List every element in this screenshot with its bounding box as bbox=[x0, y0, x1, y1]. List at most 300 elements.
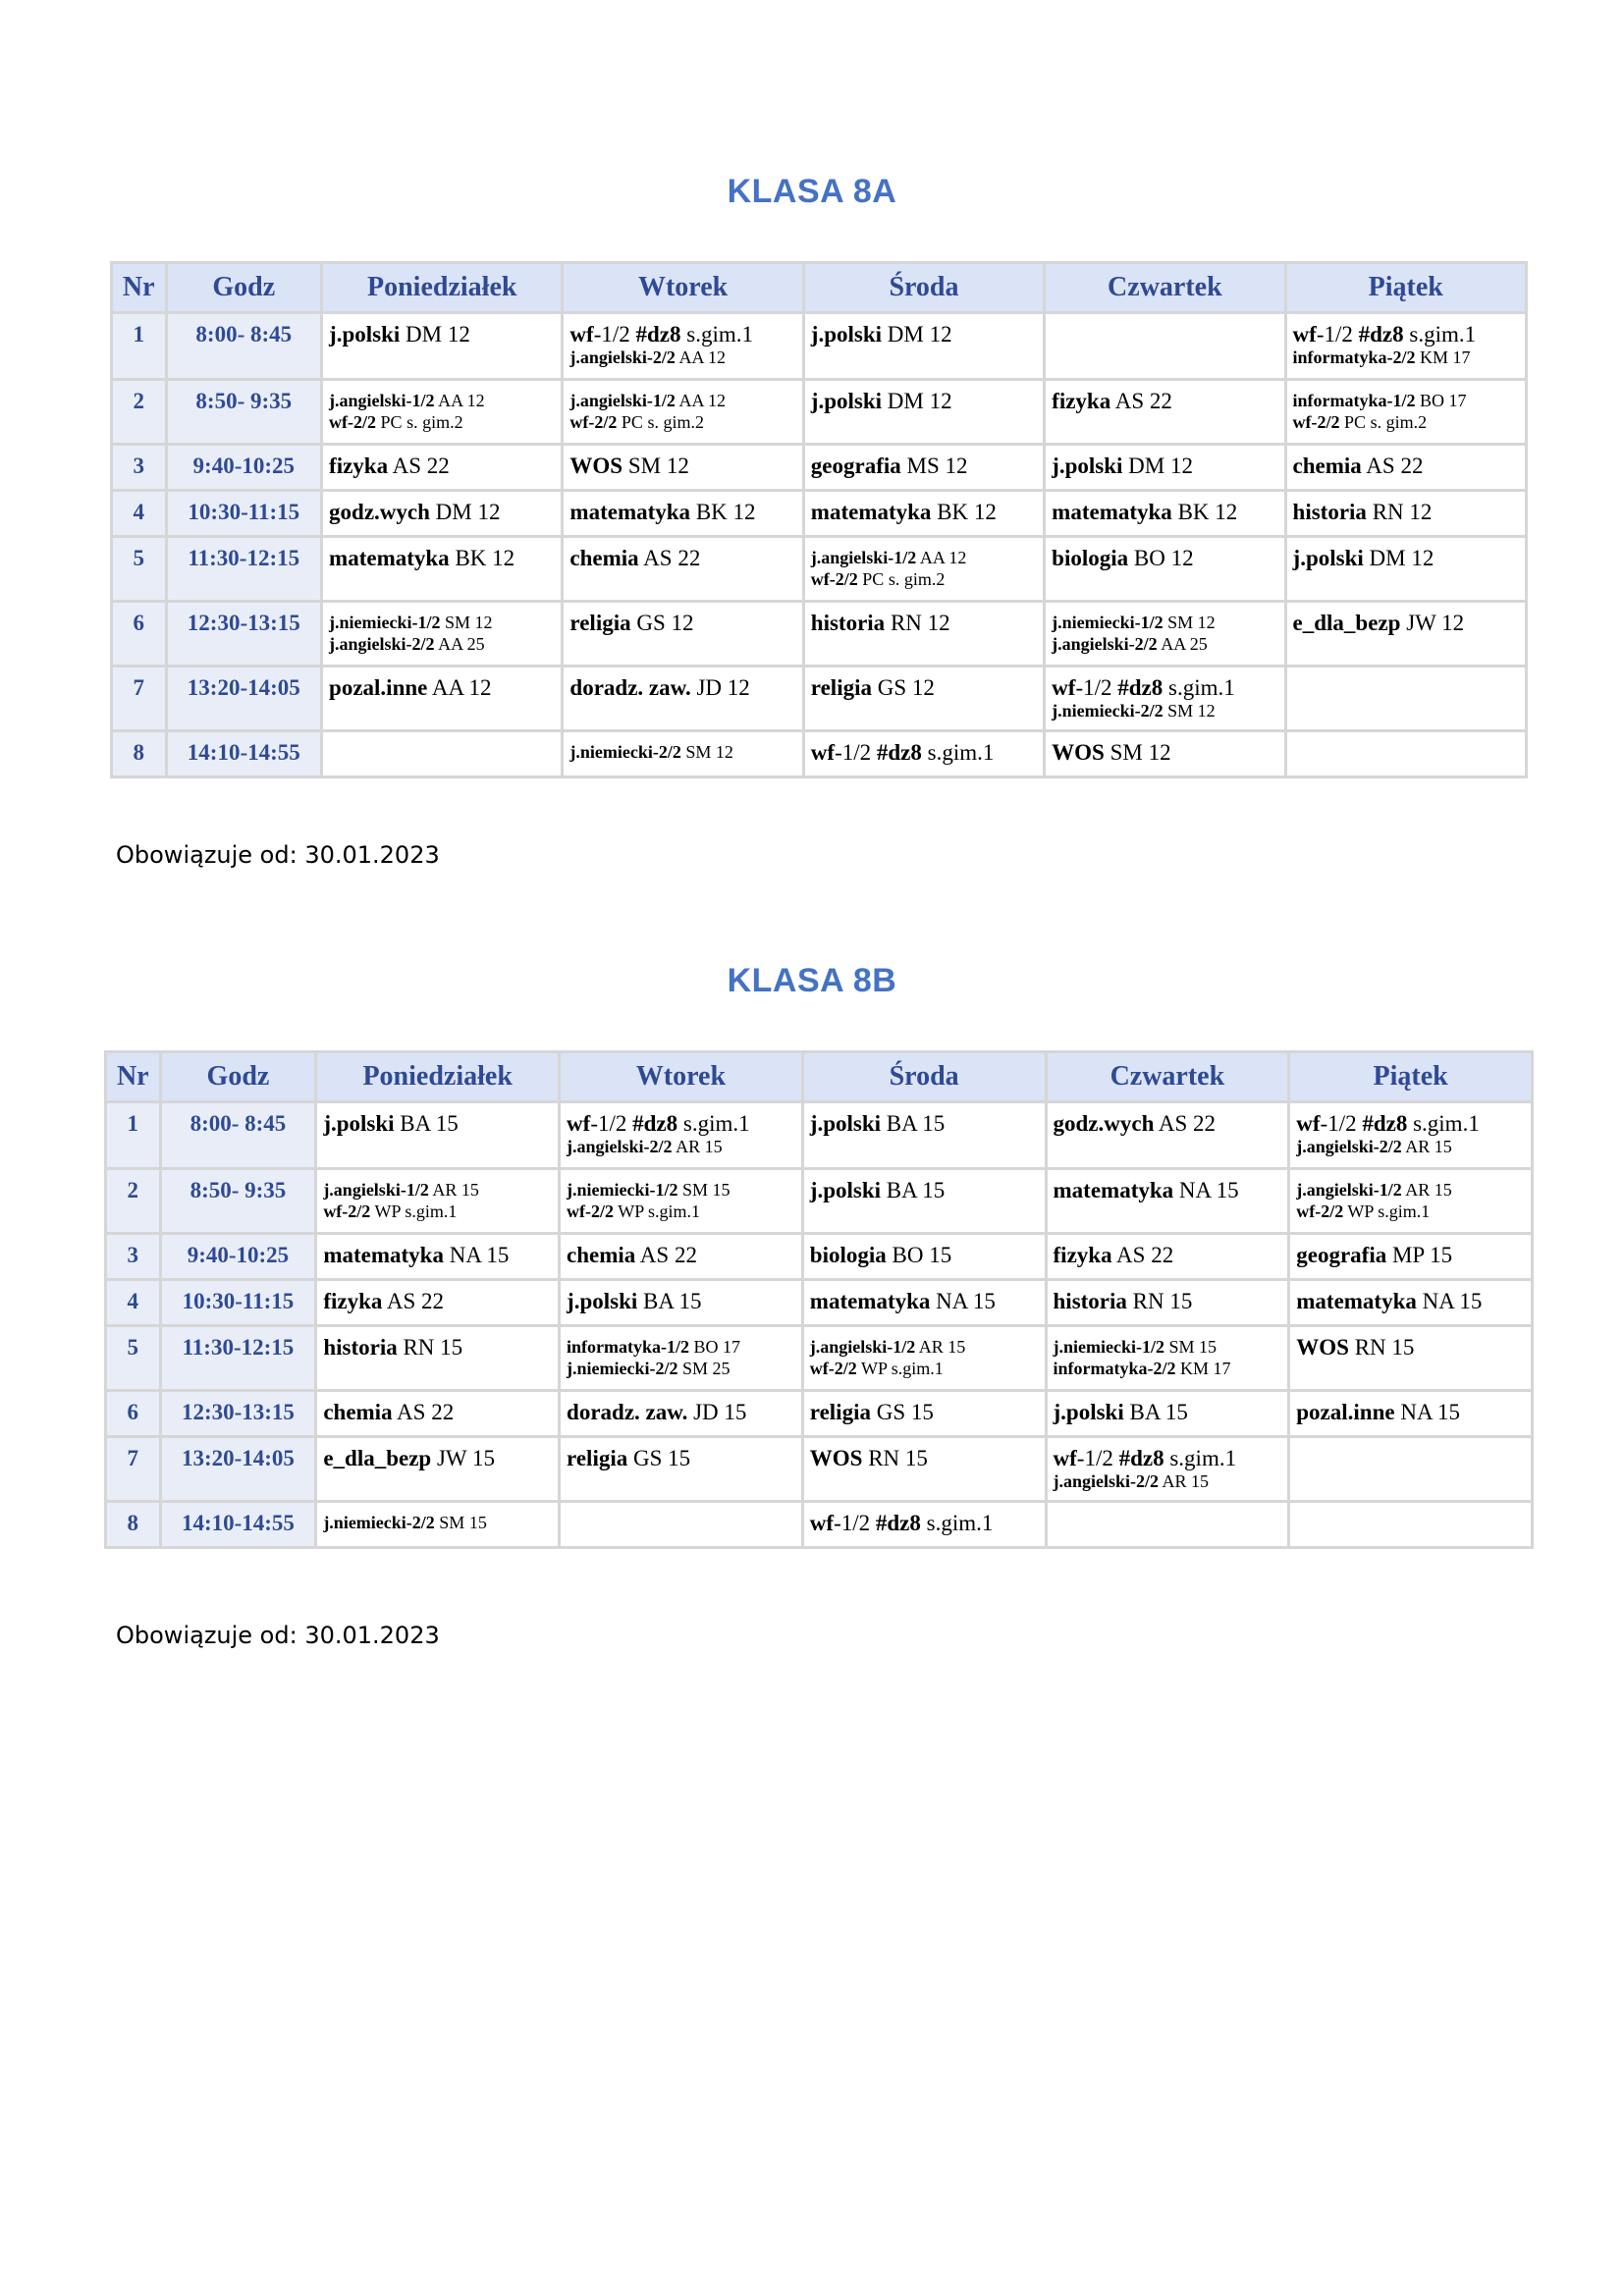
lesson-cell-tuesday bbox=[561, 1103, 801, 1167]
lesson-entry bbox=[1054, 1358, 1282, 1379]
subject-name: wf bbox=[809, 1511, 835, 1535]
teacher-room: DM 12 bbox=[882, 322, 952, 347]
teacher-room: AS 22 bbox=[1154, 1111, 1217, 1136]
teacher-room: AA 25 bbox=[1157, 634, 1208, 654]
lesson-cell-friday bbox=[1290, 1235, 1531, 1278]
teacher-room: SM 15 bbox=[434, 1513, 487, 1532]
lesson-entry bbox=[329, 501, 555, 524]
lesson-entry bbox=[567, 1401, 795, 1424]
table-row bbox=[113, 314, 1525, 378]
lesson-entry bbox=[569, 547, 795, 570]
table-row bbox=[113, 381, 1525, 443]
lesson-number: 6 bbox=[107, 1392, 159, 1435]
lesson-cell-friday bbox=[1290, 1281, 1531, 1324]
lesson-cell-tuesday bbox=[561, 1438, 801, 1500]
lesson-entry bbox=[1296, 1244, 1525, 1267]
teacher-room: PC s. gim.2 bbox=[857, 569, 946, 589]
header-wednesday: Środa bbox=[804, 1053, 1045, 1100]
lesson-cell-monday bbox=[317, 1170, 558, 1232]
lesson-cell-wednesday bbox=[804, 1235, 1045, 1278]
lesson-entry bbox=[1052, 633, 1277, 655]
header-row bbox=[113, 264, 1525, 311]
teacher-room: DM 12 bbox=[1363, 546, 1435, 570]
lesson-number: 3 bbox=[107, 1235, 159, 1278]
teacher-room: AS 22 bbox=[638, 546, 701, 570]
lesson-entry bbox=[323, 1179, 552, 1201]
teacher-room: AS 22 bbox=[1110, 389, 1172, 413]
teacher-room: WP s.gim.1 bbox=[856, 1359, 944, 1378]
subject-name: matematyka bbox=[810, 500, 932, 524]
lesson-entry bbox=[569, 676, 795, 700]
subject-name: informatyka-2/2 bbox=[1292, 347, 1416, 367]
lesson-entry bbox=[567, 1136, 795, 1157]
lesson-cell-friday bbox=[1290, 1327, 1531, 1389]
lesson-number: 8 bbox=[113, 732, 165, 775]
lesson-cell-monday bbox=[323, 492, 561, 535]
lesson-entry bbox=[811, 454, 1037, 478]
subject-name: doradz. zaw. bbox=[567, 1400, 688, 1424]
table-row bbox=[107, 1392, 1531, 1435]
teacher-room: AS 22 bbox=[1361, 454, 1424, 478]
lesson-cell-wednesday bbox=[805, 381, 1043, 443]
lesson-entry bbox=[811, 323, 1037, 347]
lesson-entry bbox=[1052, 612, 1277, 633]
teacher-room: SM 12 bbox=[1163, 701, 1216, 721]
header-thursday: Czwartek bbox=[1048, 1053, 1288, 1100]
subject-name: j.angielski-1/2 bbox=[809, 1337, 916, 1357]
lesson-entry bbox=[1296, 1401, 1525, 1424]
lesson-entry bbox=[1293, 612, 1519, 635]
subject-name: matematyka bbox=[1052, 500, 1172, 524]
teacher-room: PC s. gim.2 bbox=[617, 412, 704, 432]
table-row bbox=[107, 1170, 1531, 1232]
subject-name: religia bbox=[810, 675, 872, 700]
subject-name: WOS bbox=[1052, 740, 1105, 765]
subject-name: j.niemiecki-2/2 bbox=[1052, 701, 1164, 721]
lesson-entry bbox=[1054, 1470, 1282, 1492]
lesson-entry bbox=[323, 1512, 552, 1533]
header-wednesday: Środa bbox=[805, 264, 1043, 311]
lesson-entry bbox=[811, 741, 1037, 765]
teacher-room: KM 17 bbox=[1175, 1359, 1231, 1378]
teacher-room: BO 15 bbox=[886, 1243, 952, 1267]
lesson-cell-monday bbox=[317, 1503, 558, 1546]
teacher-room: -1/2 bbox=[1075, 675, 1118, 700]
teacher-room: SM 15 bbox=[677, 1180, 731, 1200]
table-row bbox=[113, 492, 1525, 535]
lesson-cell-friday bbox=[1287, 603, 1525, 665]
lesson-number: 7 bbox=[107, 1438, 159, 1500]
lesson-number: 5 bbox=[113, 538, 165, 600]
lesson-cell-thursday bbox=[1048, 1103, 1288, 1167]
lesson-time: 8:50- 9:35 bbox=[168, 381, 321, 443]
class-8b-title: KLASA 8B bbox=[727, 962, 897, 999]
lesson-cell-friday bbox=[1290, 1170, 1531, 1232]
teacher-room: AR 15 bbox=[428, 1180, 479, 1200]
subject-name: wf-2/2 bbox=[569, 412, 618, 432]
subject-name: j.angielski-2/2 bbox=[1052, 634, 1158, 654]
teacher-room: BA 15 bbox=[881, 1111, 946, 1136]
subject-name: fizyka bbox=[329, 454, 389, 478]
teacher-room: BO 17 bbox=[689, 1337, 741, 1357]
teacher-room: DM 12 bbox=[400, 322, 470, 347]
lesson-entry bbox=[329, 612, 555, 633]
subject-name: j.angielski-2/2 bbox=[329, 634, 435, 654]
lesson-entry bbox=[569, 454, 795, 478]
subject-name: matematyka bbox=[1053, 1178, 1174, 1202]
teacher-room: SM 12 bbox=[623, 454, 689, 478]
lesson-cell-tuesday bbox=[561, 1392, 801, 1435]
lesson-entry bbox=[1054, 1447, 1282, 1470]
lesson-cell-tuesday bbox=[564, 381, 801, 443]
table-row bbox=[107, 1235, 1531, 1278]
lesson-cell-wednesday bbox=[804, 1281, 1045, 1324]
teacher-room: NA 15 bbox=[930, 1289, 996, 1313]
group-code: #dz8 bbox=[1118, 1446, 1164, 1470]
lesson-entry bbox=[810, 1512, 1039, 1535]
lesson-cell-thursday bbox=[1048, 1327, 1288, 1389]
lesson-entry bbox=[1052, 501, 1277, 524]
lesson-cell-tuesday bbox=[561, 1327, 801, 1389]
lesson-entry bbox=[1293, 411, 1519, 433]
lesson-entry bbox=[1293, 390, 1519, 411]
teacher-room: -1/2 bbox=[593, 322, 636, 347]
subject-name: j.niemiecki-1/2 bbox=[329, 613, 441, 632]
lesson-cell-monday bbox=[323, 314, 561, 378]
lesson-entry bbox=[329, 633, 555, 655]
lesson-entry bbox=[1296, 1112, 1525, 1136]
teacher-room: JD 12 bbox=[690, 675, 750, 700]
subject-name: j.polski bbox=[810, 322, 883, 347]
lesson-cell-tuesday bbox=[561, 1235, 801, 1278]
lesson-cell-wednesday bbox=[804, 1170, 1045, 1232]
lesson-entry bbox=[1293, 501, 1519, 524]
subject-name: chemia bbox=[1292, 454, 1362, 478]
lesson-number: 1 bbox=[107, 1103, 159, 1167]
lesson-time: 14:10-14:55 bbox=[162, 1503, 315, 1546]
subject-name: informatyka-1/2 bbox=[567, 1337, 690, 1357]
lesson-cell-thursday bbox=[1048, 1438, 1288, 1500]
subject-name: j.polski bbox=[567, 1289, 638, 1313]
group-code: #dz8 bbox=[635, 322, 681, 347]
lesson-cell-tuesday bbox=[564, 492, 801, 535]
lesson-entry bbox=[569, 411, 795, 433]
subject-name: j.polski bbox=[329, 322, 401, 347]
lesson-cell-friday bbox=[1287, 667, 1525, 729]
subject-name: wf-2/2 bbox=[810, 569, 858, 589]
teacher-room: PC s. gim.2 bbox=[1339, 412, 1428, 432]
subject-name: historia bbox=[323, 1335, 398, 1360]
lesson-entry bbox=[567, 1447, 795, 1470]
lesson-cell-friday bbox=[1290, 1438, 1531, 1500]
lesson-cell-thursday bbox=[1048, 1281, 1288, 1324]
subject-name: matematyka bbox=[329, 546, 450, 570]
lesson-cell-thursday bbox=[1046, 381, 1283, 443]
lesson-entry bbox=[810, 1401, 1039, 1424]
teacher-room: AA 12 bbox=[675, 391, 726, 410]
lesson-entry bbox=[323, 1447, 552, 1470]
lesson-entry bbox=[1054, 1112, 1282, 1136]
teacher-room: BA 15 bbox=[881, 1178, 946, 1202]
room-name: s.gim.1 bbox=[921, 740, 995, 765]
teacher-room: BA 15 bbox=[1123, 1400, 1188, 1424]
subject-name: j.angielski-2/2 bbox=[567, 1137, 673, 1156]
subject-name: wf-2/2 bbox=[323, 1201, 371, 1221]
subject-name: religia bbox=[569, 611, 631, 635]
lesson-entry bbox=[1052, 454, 1277, 478]
teacher-room: NA 15 bbox=[1173, 1178, 1239, 1202]
header-friday: Piątek bbox=[1290, 1053, 1531, 1100]
lesson-entry bbox=[323, 1401, 552, 1424]
teacher-room: SM 12 bbox=[440, 613, 493, 632]
lesson-cell-monday bbox=[323, 381, 561, 443]
header-godz: Godz bbox=[168, 264, 321, 311]
subject-name: matematyka bbox=[1296, 1289, 1417, 1313]
subject-name: wf bbox=[1053, 1446, 1077, 1470]
subject-name: historia bbox=[810, 611, 886, 635]
lesson-entry bbox=[810, 1179, 1039, 1202]
subject-name: wf bbox=[569, 322, 594, 347]
lesson-cell-friday bbox=[1287, 446, 1525, 489]
lesson-cell-wednesday bbox=[805, 667, 1043, 729]
lesson-entry bbox=[569, 347, 795, 368]
teacher-room: RN 12 bbox=[1366, 500, 1433, 524]
subject-name: pozal.inne bbox=[1296, 1400, 1395, 1424]
teacher-room: RN 15 bbox=[397, 1335, 463, 1360]
subject-name: j.niemiecki-2/2 bbox=[567, 1359, 678, 1378]
lesson-cell-friday bbox=[1290, 1503, 1531, 1546]
table-row bbox=[113, 603, 1525, 665]
group-code: #dz8 bbox=[876, 740, 922, 765]
subject-name: wf bbox=[810, 740, 836, 765]
teacher-room: -1/2 bbox=[834, 1511, 876, 1535]
lesson-entry bbox=[329, 547, 555, 570]
lesson-number: 2 bbox=[113, 381, 165, 443]
teacher-room: GS 12 bbox=[630, 611, 694, 635]
teacher-room: BK 12 bbox=[690, 500, 756, 524]
subject-name: WOS bbox=[1296, 1335, 1349, 1360]
lesson-entry bbox=[811, 612, 1037, 635]
subject-name: j.niemiecki-1/2 bbox=[1053, 1337, 1164, 1357]
teacher-room: -1/2 bbox=[1316, 322, 1359, 347]
subject-name: historia bbox=[1053, 1289, 1127, 1313]
subject-name: matematyka bbox=[809, 1289, 931, 1313]
teacher-room: WP s.gim.1 bbox=[614, 1201, 701, 1221]
lesson-entry bbox=[1296, 1290, 1525, 1313]
lesson-cell-thursday bbox=[1048, 1235, 1288, 1278]
lesson-number: 3 bbox=[113, 446, 165, 489]
lesson-time: 14:10-14:55 bbox=[168, 732, 321, 775]
subject-name: historia bbox=[1292, 500, 1367, 524]
subject-name: fizyka bbox=[1052, 389, 1111, 413]
group-code: #dz8 bbox=[632, 1111, 678, 1136]
lesson-entry bbox=[329, 411, 555, 433]
subject-name: doradz. zaw. bbox=[569, 675, 691, 700]
lesson-cell-friday bbox=[1287, 732, 1525, 775]
lesson-number: 2 bbox=[107, 1170, 159, 1232]
teacher-room: -1/2 bbox=[835, 740, 877, 765]
subject-name: j.niemiecki-2/2 bbox=[569, 742, 681, 762]
lesson-cell-friday bbox=[1287, 381, 1525, 443]
header-row bbox=[107, 1053, 1531, 1100]
room-name: s.gim.1 bbox=[1407, 1111, 1480, 1136]
teacher-room: BK 12 bbox=[1171, 500, 1238, 524]
lesson-time: 9:40-10:25 bbox=[168, 446, 321, 489]
lesson-entry bbox=[1296, 1336, 1525, 1360]
subject-name: geografia bbox=[1296, 1243, 1387, 1267]
table-row bbox=[113, 732, 1525, 775]
lesson-entry bbox=[1054, 1401, 1282, 1424]
lesson-cell-friday bbox=[1287, 314, 1525, 378]
teacher-room: SM 12 bbox=[680, 742, 733, 762]
lesson-entry bbox=[323, 1112, 552, 1136]
lesson-cell-tuesday bbox=[564, 314, 801, 378]
lesson-number: 4 bbox=[107, 1281, 159, 1324]
teacher-room: AR 15 bbox=[1401, 1137, 1452, 1156]
room-name: s.gim.1 bbox=[680, 322, 753, 347]
subject-name: wf-2/2 bbox=[329, 412, 377, 432]
teacher-room: RN 12 bbox=[885, 611, 950, 635]
subject-name: fizyka bbox=[1053, 1243, 1112, 1267]
lesson-cell-tuesday bbox=[561, 1170, 801, 1232]
teacher-room: JW 12 bbox=[1400, 611, 1465, 635]
subject-name: wf bbox=[1292, 322, 1317, 347]
lesson-entry bbox=[1052, 390, 1277, 413]
teacher-room: PC s. gim.2 bbox=[376, 412, 463, 432]
subject-name: j.angielski-1/2 bbox=[1296, 1180, 1402, 1200]
subject-name: j.angielski-2/2 bbox=[569, 347, 676, 367]
lesson-cell-monday bbox=[317, 1103, 558, 1167]
teacher-room: AS 22 bbox=[388, 454, 450, 478]
teacher-room: AA 12 bbox=[427, 675, 492, 700]
header-nr: Nr bbox=[107, 1053, 159, 1100]
table-row bbox=[107, 1327, 1531, 1389]
table-row bbox=[107, 1103, 1531, 1167]
subject-name: e_dla_bezp bbox=[323, 1446, 432, 1470]
teacher-room: MP 15 bbox=[1386, 1243, 1453, 1267]
table-row bbox=[113, 538, 1525, 600]
lesson-time: 12:30-13:15 bbox=[168, 603, 321, 665]
lesson-number: 4 bbox=[113, 492, 165, 535]
lesson-entry bbox=[567, 1358, 795, 1379]
class-8a-title: KLASA 8A bbox=[727, 173, 897, 210]
lesson-entry bbox=[567, 1112, 795, 1136]
group-code: #dz8 bbox=[1358, 322, 1404, 347]
lesson-cell-wednesday bbox=[804, 1438, 1045, 1500]
subject-name: biologia bbox=[1052, 546, 1129, 570]
teacher-room: RN 15 bbox=[1126, 1289, 1193, 1313]
lesson-entry bbox=[569, 501, 795, 524]
lesson-cell-friday bbox=[1290, 1392, 1531, 1435]
lesson-entry bbox=[810, 1447, 1039, 1470]
header-friday: Piątek bbox=[1287, 264, 1525, 311]
lesson-time: 10:30-11:15 bbox=[168, 492, 321, 535]
table-row bbox=[113, 446, 1525, 489]
lesson-entry bbox=[567, 1336, 795, 1358]
table-row bbox=[107, 1281, 1531, 1324]
teacher-room: AA 12 bbox=[675, 347, 726, 367]
teacher-room: BA 15 bbox=[394, 1111, 459, 1136]
lesson-cell-monday bbox=[317, 1235, 558, 1278]
lesson-cell-tuesday bbox=[561, 1503, 801, 1546]
header-tuesday: Wtorek bbox=[561, 1053, 801, 1100]
lesson-entry bbox=[1054, 1290, 1282, 1313]
lesson-cell-monday bbox=[323, 603, 561, 665]
teacher-room: DM 12 bbox=[429, 500, 501, 524]
header-tuesday: Wtorek bbox=[564, 264, 801, 311]
lesson-entry bbox=[567, 1179, 795, 1201]
lesson-entry bbox=[810, 1358, 1039, 1379]
lesson-cell-friday bbox=[1287, 538, 1525, 600]
teacher-room: AS 22 bbox=[382, 1289, 445, 1313]
lesson-cell-thursday bbox=[1048, 1503, 1288, 1546]
table-row bbox=[113, 667, 1525, 729]
teacher-room: BK 12 bbox=[449, 546, 515, 570]
teacher-room: SM 25 bbox=[677, 1359, 731, 1378]
lesson-entry bbox=[1052, 741, 1277, 765]
lesson-cell-wednesday bbox=[804, 1392, 1045, 1435]
teacher-room: RN 15 bbox=[862, 1446, 928, 1470]
subject-name: j.niemiecki-1/2 bbox=[1052, 613, 1164, 632]
lesson-time: 8:00- 8:45 bbox=[162, 1103, 315, 1167]
teacher-room: SM 12 bbox=[1163, 613, 1216, 632]
lesson-cell-monday bbox=[323, 732, 561, 775]
lesson-cell-wednesday bbox=[805, 732, 1043, 775]
lesson-number: 7 bbox=[113, 667, 165, 729]
lesson-cell-thursday bbox=[1046, 446, 1283, 489]
teacher-room: KM 17 bbox=[1415, 347, 1471, 367]
lesson-entry bbox=[1296, 1136, 1525, 1157]
teacher-room: SM 15 bbox=[1164, 1337, 1218, 1357]
lesson-entry bbox=[1296, 1179, 1525, 1201]
lesson-entry bbox=[329, 390, 555, 411]
teacher-room: AR 15 bbox=[1401, 1180, 1452, 1200]
subject-name: e_dla_bezp bbox=[1292, 611, 1401, 635]
teacher-room: GS 15 bbox=[870, 1400, 934, 1424]
teacher-room: AR 15 bbox=[1159, 1471, 1210, 1491]
subject-name: godz.wych bbox=[1053, 1111, 1155, 1136]
lesson-time: 11:30-12:15 bbox=[162, 1327, 315, 1389]
teacher-room: BO 12 bbox=[1128, 546, 1194, 570]
lesson-entry bbox=[811, 547, 1037, 568]
table-row bbox=[107, 1438, 1531, 1500]
lesson-entry bbox=[1052, 676, 1277, 700]
subject-name: pozal.inne bbox=[329, 675, 428, 700]
lesson-time: 13:20-14:05 bbox=[162, 1438, 315, 1500]
lesson-cell-thursday bbox=[1048, 1392, 1288, 1435]
teacher-room: AR 15 bbox=[672, 1137, 723, 1156]
lesson-time: 12:30-13:15 bbox=[162, 1392, 315, 1435]
valid-from-note-8b: Obowiązuje od: 30.01.2023 bbox=[116, 1622, 440, 1649]
room-name: s.gim.1 bbox=[1164, 1446, 1237, 1470]
subject-name: chemia bbox=[569, 546, 639, 570]
lesson-cell-friday bbox=[1287, 492, 1525, 535]
lesson-time: 11:30-12:15 bbox=[168, 538, 321, 600]
teacher-room: DM 12 bbox=[1122, 454, 1193, 478]
subject-name: religia bbox=[809, 1400, 871, 1424]
subject-name: j.polski bbox=[810, 389, 883, 413]
lesson-entry bbox=[1293, 454, 1519, 478]
subject-name: wf-2/2 bbox=[1292, 412, 1340, 432]
lesson-entry bbox=[810, 1336, 1039, 1358]
lesson-cell-monday bbox=[317, 1281, 558, 1324]
lesson-entry bbox=[329, 323, 555, 347]
subject-name: wf-2/2 bbox=[1296, 1201, 1344, 1221]
subject-name: wf bbox=[567, 1111, 591, 1136]
lesson-entry bbox=[1052, 547, 1277, 570]
lesson-cell-thursday bbox=[1048, 1170, 1288, 1232]
lesson-cell-thursday bbox=[1046, 732, 1283, 775]
